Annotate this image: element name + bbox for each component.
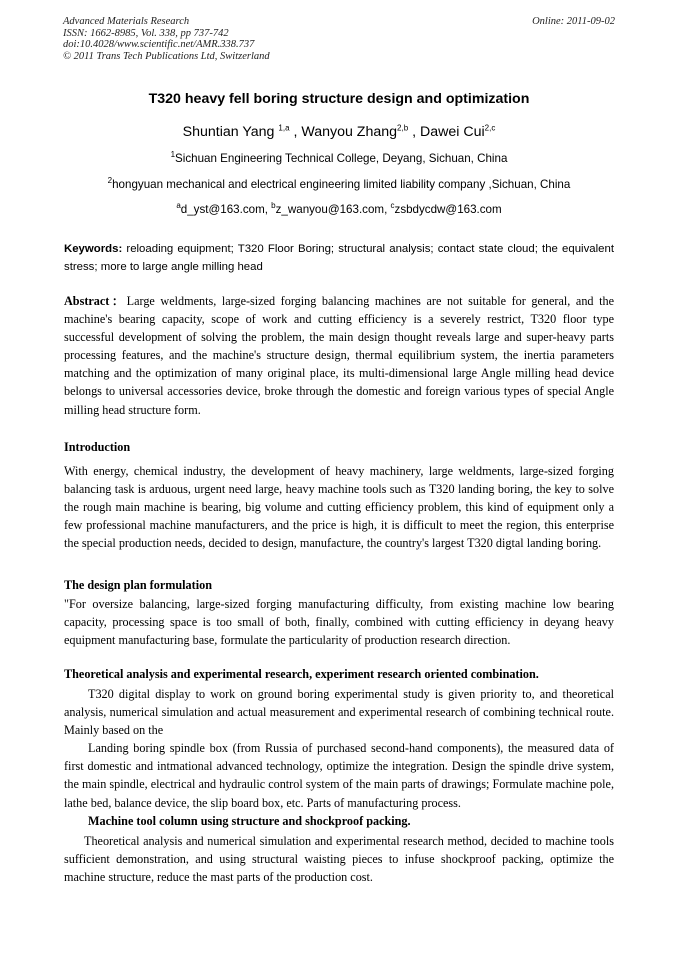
email-a-sup: a [176, 201, 181, 211]
author-3-sup: 2,c [484, 123, 496, 133]
author-list [0, 124, 678, 140]
abstract-text: Large weldments, large-sized forging balancing machines are not suitable for general, and the machine's bearing capacity, scope of work and cutting efficiency is a severely restrict, T320 floor type successful development of solving the problem, the main design thought reveals large and super-heavy parts processing features, and the machine's structure design, thermal equilibrium system, the inertia parameters matching and the optimization of many original place, its multi-dimensional large Angle milling head device belongs to universal accessories device, broke through the domestic and foreign various types of special Angle milling head structure form. [64, 294, 614, 417]
email-b: z_wanyou@163.com, [275, 203, 391, 216]
email-a: d_yst@163.com, [180, 203, 272, 216]
keywords-label: Keywords: [64, 243, 123, 255]
introduction-text: With energy, chemical industry, the development of heavy machinery, large weldments, large-sized forging balancing task is arduous, urgent need large, heavy machine tools such as T320 landing boring, the key to solve the rough main machine is bearing, big volume and cutting efficiency problem, this kind of equipment only a few professional machine manufacturers, and the price is high, it is difficult to meet the region, this enterprise the special production needs, decided to design, manufacture, the country's largest T320 digtal landing boring. [64, 464, 614, 551]
affiliation-2-sup: 2 [107, 176, 113, 186]
author-1-sup: 1,a [278, 123, 290, 133]
affiliation-2-text: hongyuan mechanical and electrical engineering limited liability company ,Sichuan, China [112, 178, 571, 191]
theoretical-heading: Theoretical analysis and experimental research, experiment research oriented combination. [64, 667, 539, 681]
author-1: Shuntian Yang [182, 124, 279, 140]
abstract [64, 292, 614, 419]
abstract-label: Abstract： [64, 294, 127, 308]
design-plan-text: "For oversize balancing, large-sized forging manufacturing difficulty, from existing machine low bearing capacity, processing space is too small of both, finally, combined with cutting efficiency in deyang heavy equipment manufacturing base, formulate the particularity of production research direction. [64, 597, 614, 648]
keywords [64, 240, 614, 276]
doi-line: doi:10.4028/www.scientific.net/AMR.338.737 [63, 39, 255, 50]
design-plan-heading: The design plan formulation [64, 578, 212, 592]
email-c: zsbdycdw@163.com [394, 203, 502, 216]
issn-line: ISSN: 1662-8985, Vol. 338, pp 737-742 [63, 27, 229, 39]
email-line [0, 203, 678, 216]
keywords-text: reloading equipment; T320 Floor Boring; structural analysis; contact state cloud; the equivalent stress; more to large angle milling head [64, 243, 614, 273]
affiliation-1-sup: 1 [170, 150, 176, 160]
affiliation-1 [0, 152, 678, 165]
copyright-line: © 2011 Trans Tech Publications Ltd, Switzerland [63, 50, 270, 62]
affiliation-1-text: Sichuan Engineering Technical College, Deyang, Sichuan, China [175, 152, 508, 165]
affiliation-2 [0, 178, 678, 191]
paper-title: T320 heavy fell boring structure design and optimization [148, 91, 530, 107]
online-date: Online: 2011-09-02 [532, 16, 615, 27]
column-subheading: Machine tool column using structure and shockproof packing. [88, 813, 411, 828]
journal-name: Advanced Materials Research [63, 16, 190, 27]
author-3: , Dawei Cui [408, 124, 485, 140]
email-c-sup: c [390, 201, 395, 211]
theoretical-section [64, 685, 614, 886]
theoretical-para-3: Theoretical analysis and numerical simulation and experimental research method, decided to machine tools sufficient demonstration, and using structural waisting pieces to infuse shockproof packing, optimize the machine structure, reduce the mast parts of the production cost. [64, 833, 614, 884]
email-b-sup: b [271, 201, 276, 211]
journal-header [63, 16, 270, 62]
author-2-sup: 2,b [397, 123, 409, 133]
introduction-heading: Introduction [64, 440, 131, 454]
theoretical-para-2: Landing boring spindle box (from Russia of purchased second-hand components), the measured data of first domestic and intmational advanced technology, optimize the integration. Design the spindle drive system, the main spindle, electrical and hydraulic control system of the main parts of drawings; Formulate machine pole, lathe bed, balance device, the slip board box, etc. Parts of manufacturing process. [64, 741, 614, 810]
theoretical-para-1: T320 digital display to work on ground boring experimental study is given priority to, and theoretical analysis, numerical simulation and actual measurement and experimental research of combining technical route. Mainly based on the [64, 687, 614, 738]
author-2: , Wanyou Zhang [289, 124, 398, 140]
